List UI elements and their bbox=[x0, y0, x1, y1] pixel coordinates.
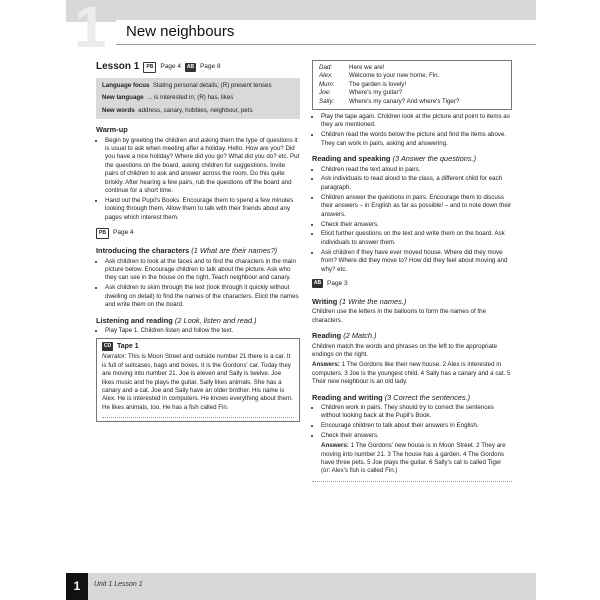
reading-speaking-instruction: (3 Answer the questions.) bbox=[392, 154, 477, 164]
left-column bbox=[96, 60, 300, 422]
lesson-title: Lesson 1 bbox=[96, 60, 140, 72]
after-tape-list bbox=[312, 113, 512, 148]
list-item: • Play Tape 1. Children listen and follow the text. bbox=[105, 327, 300, 335]
speaker: Mum: bbox=[319, 80, 335, 88]
tape-title: Tape 1 bbox=[117, 342, 139, 350]
footer-text: Unit 1 Lesson 1 bbox=[94, 581, 143, 588]
reading-speaking-list bbox=[312, 166, 512, 274]
tape-transcript bbox=[102, 353, 294, 412]
characters-list bbox=[96, 258, 300, 310]
reading-writing-list bbox=[312, 404, 512, 441]
warmup-list bbox=[96, 137, 300, 223]
writing-heading bbox=[312, 298, 512, 306]
writing-instruction: (1 Write the names.) bbox=[339, 296, 407, 306]
pb-page4-header bbox=[96, 226, 300, 240]
dialog-line bbox=[319, 72, 505, 80]
page-title: New neighbours bbox=[126, 23, 235, 40]
document-page bbox=[66, 0, 536, 600]
pupils-book-icon: PB bbox=[143, 62, 156, 73]
listening-heading bbox=[96, 317, 300, 325]
list-item: • Ask individuals to read aloud to the class, a different child for each paragraph. bbox=[321, 175, 512, 192]
list-item: • Children read the text aloud in pairs. bbox=[321, 166, 512, 174]
activity-book-icon: AB bbox=[186, 63, 195, 70]
language-value: ... is interested in; (R) has, likes bbox=[147, 94, 234, 102]
dotted-divider bbox=[102, 414, 294, 418]
warmup-heading: Warm-up bbox=[96, 125, 128, 135]
reading-writing-title: Reading and writing bbox=[312, 392, 383, 402]
list-item: • Elicit further questions on the text and write them on the board. Ask individuals to answer them. bbox=[321, 230, 512, 247]
list-item: • Play the tape again. Children look at the picture and point to items as they are mentioned. bbox=[321, 113, 512, 130]
speaker: Sally: bbox=[319, 97, 335, 105]
listening-title: Listening and reading bbox=[96, 315, 173, 325]
list-item: • Children work in pairs. They should try to correct the sentences without looking back at the Pupil's Book. bbox=[321, 404, 512, 421]
page-footer bbox=[66, 573, 536, 600]
list-item: • Hand out the Pupil's Books. Encourage them to spend a few minutes looking through them. Allow them to talk with their friends about any pages which interest them. bbox=[105, 197, 300, 222]
narrator-label: Narrator: bbox=[102, 353, 127, 361]
focus-value: Stating personal details; (R) present tenses bbox=[152, 82, 272, 89]
pb-page4-label: Page 4 bbox=[113, 228, 134, 236]
list-item: • Children read the words below the picture and find the items above. They can work in pairs, asking and answering. bbox=[321, 131, 512, 148]
ab-page: Page 8 bbox=[199, 62, 221, 70]
dialog-text: Where's my canary? And where's Tiger? bbox=[349, 97, 460, 105]
characters-title: Introducing the characters bbox=[96, 246, 190, 256]
title-bar bbox=[116, 20, 536, 45]
reading-writing-answers bbox=[312, 442, 512, 476]
cassette-icon: CD bbox=[103, 343, 112, 350]
list-item: • Check their answers. bbox=[321, 221, 512, 229]
header-band bbox=[66, 0, 536, 22]
answers-label: Answers: bbox=[312, 361, 340, 369]
reading-writing-heading bbox=[312, 394, 512, 402]
reading-title: Reading bbox=[312, 331, 342, 341]
list-item: • Check their answers. bbox=[321, 432, 512, 440]
list-item: • Children answer the questions in pairs. Encourage them to discuss their answers – in English as far as possible! – and to note down their answers. bbox=[321, 194, 512, 219]
dialog-text: The garden is lovely! bbox=[349, 80, 407, 88]
reading-speaking-title: Reading and speaking bbox=[312, 154, 391, 164]
answers-label: Answers: bbox=[321, 442, 349, 450]
dialog-line bbox=[319, 98, 505, 106]
writing-text: Children use the letters in the balloons to form the names of the characters. bbox=[312, 308, 487, 324]
pupils-book-icon: PB bbox=[96, 228, 109, 239]
unit-number: 1 bbox=[74, 0, 105, 60]
lesson-header bbox=[96, 60, 300, 74]
dialog-box bbox=[312, 60, 512, 110]
reading-instruction: (2 Match.) bbox=[343, 331, 377, 341]
list-item: • Encourage children to talk about their answers in English. bbox=[321, 422, 512, 430]
list-item: • Ask children to look at the faces and to find the characters in the main picture below. Encourage children to talk about the picture. Ask who they can see in the house on the right. Teach neighbour and canary. bbox=[105, 258, 300, 283]
dotted-divider bbox=[312, 478, 512, 482]
answers-text: 1 The Gordons like their new house. 2 Alex is interested in computers. 3 Joe is the youngest child. 4 Sally has a canary and a cat. 5 Their new neighbour is an old lady. bbox=[312, 361, 511, 386]
dialog-line bbox=[319, 81, 505, 89]
characters-heading bbox=[96, 247, 300, 255]
tape-box bbox=[96, 338, 300, 422]
language-label: New language bbox=[102, 94, 144, 102]
words-value: address, canary, hobbies, neighbour, pets bbox=[138, 106, 253, 114]
language-box bbox=[96, 78, 300, 119]
tape-header bbox=[102, 342, 294, 351]
right-column bbox=[312, 60, 512, 482]
listening-instruction: (2 Look, listen and read.) bbox=[174, 315, 257, 325]
answers-text: 1 The Gordons' new house is in Moon Street. 2 They are moving into number 21. 3 The house has a garden. 4 The Gordons have three pets. 5 Joe plays the guitar. 6 Sally's cat is called Tiger (or: Alex's fish is called Fin.) bbox=[321, 442, 506, 475]
tape-text: This is Moon Street and outside number 21 there is a car. It is full of suitcases, bags and boxes. It is the Gordons' car. Today they are moving into number 21. Joe is eleven and Sally is twelve. Joe likes music and he plays the guitar. Sally likes animals. She has a canary and a cat. Joe and Sally have an older brother. His name is Alex. He is interested in computers. He knows everything about them. He likes animals, too. He has a fish called Fin. bbox=[102, 353, 293, 411]
reading-writing-instruction: (3 Correct the sentences.) bbox=[384, 392, 471, 402]
dialog-text: Here we are! bbox=[349, 64, 385, 71]
focus-label: Language focus bbox=[102, 82, 150, 89]
ab-page3-label: Page 3 bbox=[327, 279, 348, 287]
list-item: • Ask children if they have ever moved house. Where did they move from? Where did they move to? How did they feel about moving and why? etc. bbox=[321, 249, 512, 274]
writing-title: Writing bbox=[312, 296, 338, 306]
dialog-line bbox=[319, 89, 505, 97]
list-item: • Ask children to skim through the text (look through it quickly without dwelling on detail) to find the names of the characters. Elicit the names and write them on the board. bbox=[105, 284, 300, 309]
dialog-text: Where's my guitar? bbox=[349, 89, 403, 97]
speaker: Joe: bbox=[319, 89, 331, 97]
speaker: Dad: bbox=[319, 64, 333, 71]
dialog-line bbox=[319, 64, 505, 72]
reading-text: Children match the words and phrases on the left to the appropriate endings on the right. bbox=[312, 342, 498, 358]
activity-book-icon: AB bbox=[313, 280, 322, 287]
characters-instruction: (1 What are their names?) bbox=[191, 246, 278, 256]
speaker: Alex: bbox=[319, 72, 333, 80]
page-number: 1 bbox=[66, 573, 88, 600]
words-label: New words bbox=[102, 106, 135, 114]
reading-answers bbox=[312, 361, 512, 386]
page-header bbox=[66, 0, 536, 60]
reading-speaking-heading bbox=[312, 155, 512, 163]
pb-page: Page 4 bbox=[160, 62, 181, 70]
reading-heading bbox=[312, 332, 512, 340]
ab-page3-header bbox=[312, 277, 512, 291]
dialog-text: Welcome to your new home, Fin. bbox=[349, 72, 440, 80]
listening-list bbox=[96, 327, 300, 335]
list-item: • Begin by greeting the children and asking them the type of questions it is usual to ask when meeting after a holiday. Hello. How are you? Did you have a nice holiday? Where did you go? What did you do? etc. Put the questions on the board, asking children for suggestions. Invite pairs of children to ask and answer across the room. Do this quite briskly. After hearing a few pairs, rub the questions off the board and continue for a short time. bbox=[105, 137, 300, 196]
